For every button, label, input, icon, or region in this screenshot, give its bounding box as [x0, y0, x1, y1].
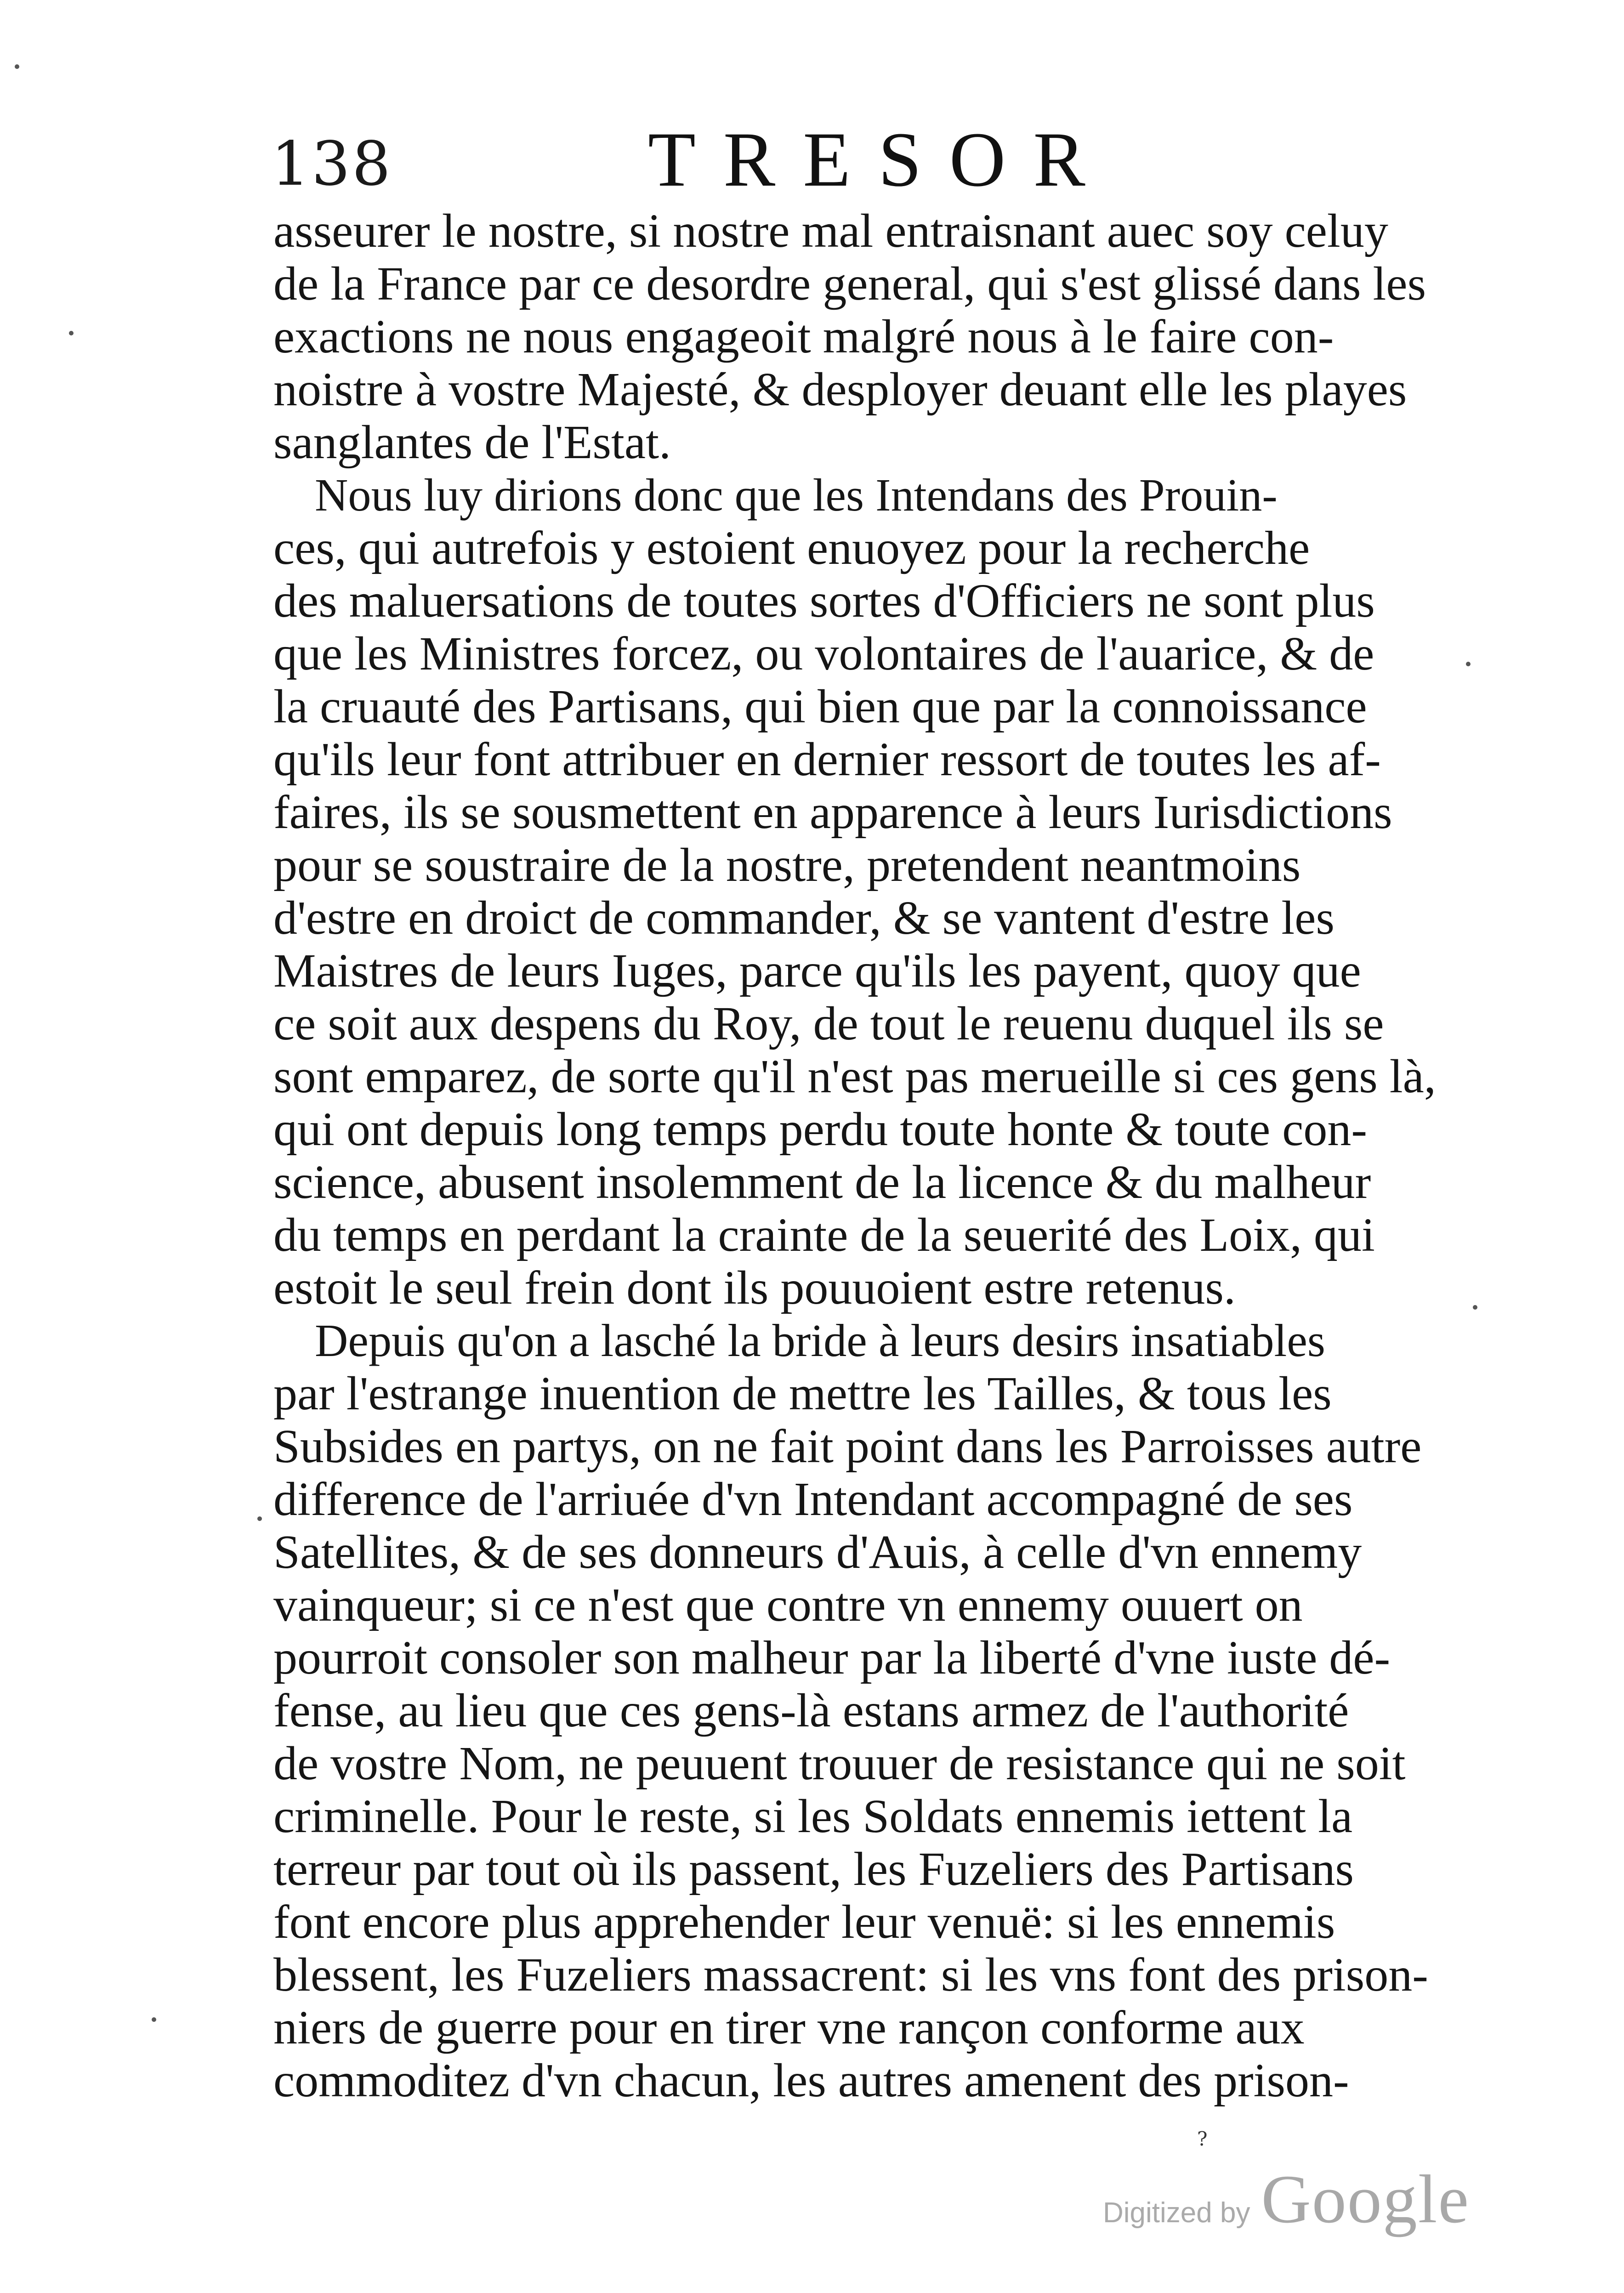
- text-line: Maistres de leurs Iuges, parce qu'ils les payent, quoy que: [273, 944, 1361, 997]
- margin-speck: [152, 2017, 156, 2022]
- text-line: ces, qui autrefois y estoient enuoyez pour la recherche: [273, 522, 1310, 574]
- text-line: faires, ils se sousmettent en apparence à leurs Iurisdictions: [273, 786, 1392, 839]
- margin-speck: [1466, 662, 1471, 666]
- text-line: qu'ils leur font attribuer en dernier ressort de toutes les af-: [273, 733, 1381, 786]
- text-line: du temps en perdant la crainte de la seuerité des Loix, qui: [273, 1209, 1375, 1261]
- text-line: fense, au lieu que ces gens-là estans armez de l'authorité: [273, 1684, 1349, 1737]
- text-line: des maluersations de toutes sortes d'Officiers ne sont plus: [273, 574, 1375, 627]
- text-line: que les Ministres forcez, ou volontaires de l'auarice, & de: [273, 627, 1374, 680]
- text-line: estoit le seul frein dont ils pouuoient estre retenus.: [273, 1261, 1236, 1314]
- margin-speck: [1473, 1305, 1477, 1310]
- watermark-prefix: Digitized by: [1103, 2197, 1250, 2229]
- text-line: vainqueur; si ce n'est que contre vn ennemy ouuert on: [273, 1578, 1303, 1631]
- text-line: ce soit aux despens du Roy, de tout le reuenu duquel ils se: [273, 997, 1384, 1050]
- text-line: exactions ne nous engageoit malgré nous à le faire con-: [273, 310, 1334, 363]
- text-line: par l'estrange inuention de mettre les Tailles, & tous les: [273, 1367, 1332, 1420]
- text-line: qui ont depuis long temps perdu toute honte & toute con-: [273, 1103, 1368, 1156]
- margin-speck: [69, 331, 74, 335]
- text-line: sanglantes de l'Estat.: [273, 416, 671, 469]
- google-logo: Google: [1261, 2161, 1470, 2237]
- text-line: de la France par ce desordre general, qui s'est glissé dans les: [273, 257, 1426, 310]
- text-line: d'estre en droict de commander, & se vantent d'estre les: [273, 891, 1334, 944]
- signature-mark: ?: [1197, 2128, 1208, 2150]
- text-line: Satellites, & de ses donneurs d'Auis, à celle d'vn ennemy: [273, 1526, 1362, 1578]
- margin-speck: [15, 64, 19, 69]
- body-text: [273, 204, 1436, 2107]
- running-head: [271, 115, 1466, 216]
- google-watermark: [1103, 2160, 1470, 2239]
- text-line: noistre à vostre Majesté, & desployer deuant elle les playes: [273, 363, 1407, 416]
- text-line: Nous luy dirions donc que les Intendans des Prouin-: [315, 470, 1278, 521]
- text-line: pour se soustraire de la nostre, pretendent neantmoins: [273, 839, 1301, 891]
- text-line: blessent, les Fuzeliers massacrent: si les vns font des prison-: [273, 1948, 1428, 2001]
- page-number: 138: [271, 129, 392, 199]
- text-line: Depuis qu'on a lasché la bride à leurs desirs insatiables: [315, 1315, 1325, 1366]
- text-line: font encore plus apprehender leur venuë: si les ennemis: [273, 1896, 1335, 1948]
- text-line: science, abusent insolemment de la licence & du malheur: [273, 1156, 1371, 1209]
- text-line: difference de l'arriuée d'vn Intendant accompagné de ses: [273, 1473, 1353, 1526]
- text-line: niers de guerre pour en tirer vne rançon conforme aux: [273, 2001, 1305, 2054]
- text-line: terreur par tout où ils passent, les Fuzeliers des Partisans: [273, 1843, 1354, 1896]
- text-line: asseurer le nostre, si nostre mal entraisnant auec soy celuy: [273, 204, 1388, 257]
- text-line: de vostre Nom, ne peuuent trouuer de resistance qui ne soit: [273, 1737, 1406, 1790]
- text-line: criminelle. Pour le reste, si les Soldats ennemis iettent la: [273, 1790, 1353, 1843]
- text-line: Subsides en partys, on ne fait point dans les Parroisses autre: [273, 1420, 1422, 1473]
- text-line: commoditez d'vn chacun, les autres amenent des prison-: [273, 2054, 1349, 2107]
- running-title: TRESOR: [648, 116, 1113, 203]
- text-line: la cruauté des Partisans, qui bien que par la connoissance: [273, 680, 1367, 733]
- text-line: pourroit consoler son malheur par la liberté d'vne iuste dé-: [273, 1631, 1391, 1684]
- text-line: sont emparez, de sorte qu'il n'est pas merueille si ces gens là,: [273, 1050, 1436, 1103]
- margin-speck: [257, 1516, 262, 1521]
